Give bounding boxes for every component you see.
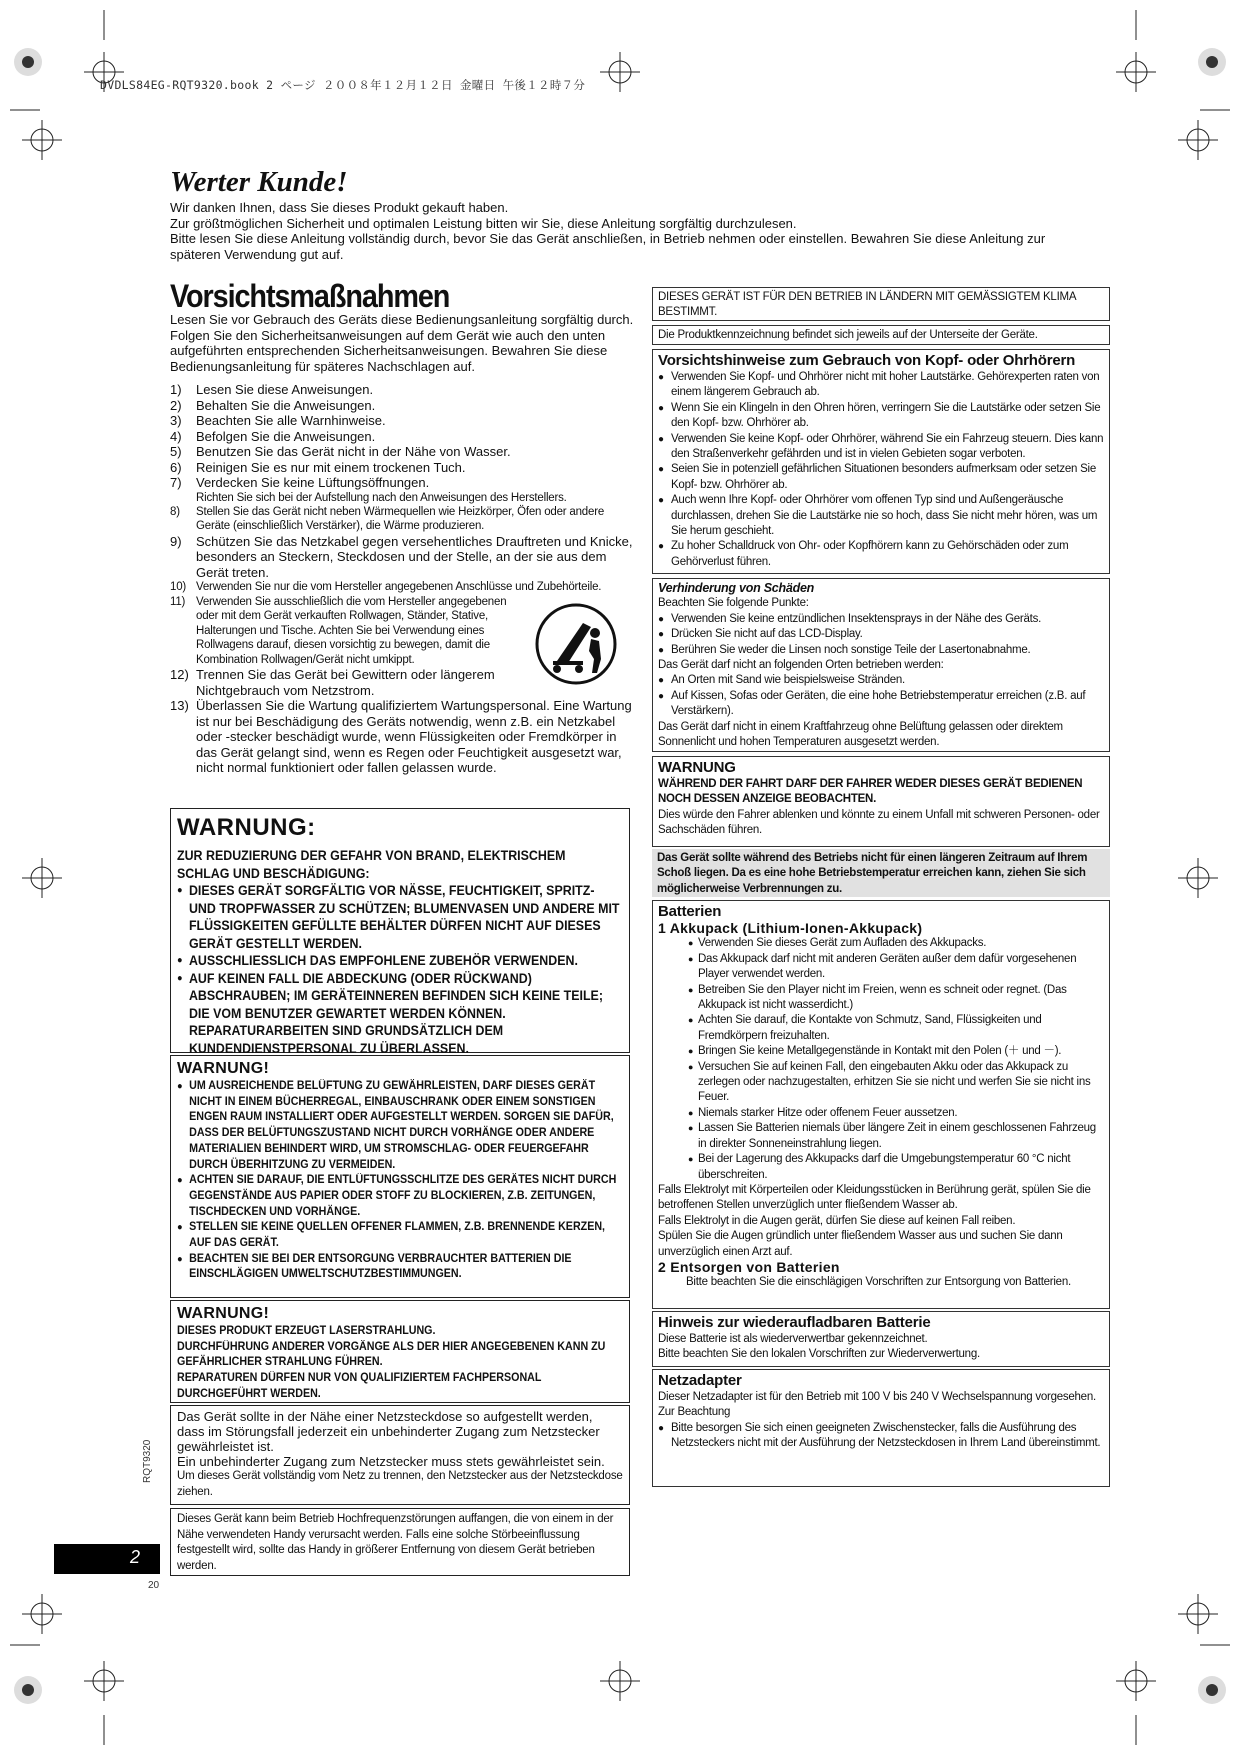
list-item: ● Das Akkupack darf nicht mit anderen Geräten außer dem dafür vorgesehenen Player verwendet werden.	[658, 952, 1104, 983]
list-item: ● Seien Sie in potenziell gefährlichen Situationen besonders aufmerksam oder setzen Sie Kopf- bzw. Ohrhörer ab.	[658, 462, 1104, 493]
list-item: ● An Orten mit Sand wie beispielsweise Stränden.	[658, 673, 1104, 688]
warning-box-fire-shock	[170, 808, 630, 1056]
section-text: Das Gerät darf nicht an folgenden Orten betrieben werden:	[658, 659, 944, 672]
warning-line: DIESES PRODUKT ERZEUGT LASERSTRAHLUNG.	[177, 1325, 436, 1337]
headphone-caution-box	[652, 349, 1110, 574]
list-item: ● Bringen Sie keine Metallgegenstände in Kontakt mit den Polen (＋ und －).	[658, 1044, 1104, 1059]
list-item: 5) Benutzen Sie das Gerät nicht in der Nähe von Wasser.	[170, 444, 511, 459]
list-item: 13) Überlassen Sie die Wartung qualifiziertem Wartungspersonal. Eine Wartung ist nur bei Beschädigung des Geräts notwendig, wenn z.B. ein Netzkabel oder -stecker beschädigt wurde, wenn Flüssigkeiten oder Fremdkörper in das Gerät gelangt sind, wenn es Regen oder Feuchtigkeit ausgesetzt war, nicht normal funktioniert oder fallen gelassen wurde.	[170, 698, 632, 775]
warning-item: ● STELLEN SIE KEINE QUELLEN OFFENER FLAMMEN, Z.B. BRENNENDE KERZEN, AUF DAS GERÄT.	[177, 1220, 621, 1251]
list-item: 3) Beachten Sie alle Warnhinweise.	[170, 413, 386, 428]
section-intro: Beachten Sie folgende Punkte:	[658, 597, 809, 610]
list-item: ● Verwenden Sie dieses Gerät zum Aufladen des Akkupacks.	[658, 936, 1104, 951]
page-number: 2	[54, 1544, 160, 1574]
warning-title: WARNUNG!	[177, 1305, 270, 1322]
registration-mark-left-mid	[22, 858, 62, 898]
warning-item: ● BEACHTEN SIE BEI DER ENTSORGUNG VERBRAUCHTER BATTERIEN DIE EINSCHLÄGIGEN UMWELTSCHUTZBESTIMMUNGEN.	[177, 1252, 621, 1283]
warning-item: ● UM AUSREICHENDE BELÜFTUNG ZU GEWÄHRLEISTEN, DARF DIESES GERÄT NICHT IN EINEM BÜCHERREGAL, EINBAUSCHRANK ODER EINEM SONSTIGEN ENGEN RAUM INSTALLIERT ODER AUFGESTELLT WERDEN. SORGEN SIE DAFÜR, DASS DER BELÜFTUNGSZUSTAND NICHT DURCH VORHÄNGE ODER ANDERE MATERIALIEN BEHINDERT WIRD, UM STROMSCHLAG- ODER FEUERGEFAHR DURCH ÜBERHITZUNG ZU VERMEIDEN.	[177, 1079, 621, 1173]
sheet-number: 20	[148, 1580, 160, 1591]
list-item: ● Achten Sie darauf, die Kontakte von Schmutz, Sand, Flüssigkeiten und Fremdkörpern freizuhalten.	[658, 1013, 1104, 1044]
list-item: 7) Verdecken Sie keine Lüftungsöffnungen. Richten Sie sich bei der Aufstellung nach den Anweisungen des Herstellers.	[170, 475, 567, 504]
list-item: 9) Schützen Sie das Netzkabel gegen versehentliches Drauftreten und Knicke, besonders an Steckern, Steckdosen und der Stelle, an der sie aus dem Gerät treten.	[170, 533, 633, 580]
list-item: ● Betreiben Sie den Player nicht im Freien, wenn es schneit oder regnet. (Das Akkupack ist nicht wasserdicht.)	[658, 983, 1104, 1014]
section-title: Vorsichtshinweise zum Gebrauch von Kopf- oder Ohrhörern	[658, 352, 1076, 369]
registration-mark-left-top	[22, 120, 62, 160]
warning-intro: ZUR REDUZIERUNG DER GEFAHR VON BRAND, ELEKTRISCHEM SCHLAG UND BESCHÄDIGUNG:	[177, 848, 566, 881]
list-item: ● Bei der Lagerung des Akkupacks darf die Umgebungstemperatur 60 °C nicht überschreiten.	[658, 1152, 1104, 1183]
registration-mark-bottom-left	[84, 1661, 124, 1701]
section-text: Spülen Sie die Augen gründlich unter fließendem Wasser aus und suchen Sie dann unverzüglich einen Arzt auf.	[658, 1230, 1063, 1258]
driving-warning-box	[652, 756, 1110, 847]
mains-plug-notice	[170, 1405, 630, 1505]
section-text: Dieser Netzadapter ist für den Betrieb mit 100 V bis 240 V Wechselspannung vorgesehen.	[658, 1391, 1096, 1403]
registration-mark-right-mid	[1178, 858, 1218, 898]
list-item: ● Verwenden Sie keine Kopf- oder Ohrhörer, während Sie ein Fahrzeug steuern. Dies kann den Straßenverkehr gefährden und ist in vielen Gebieten sogar verboten.	[658, 432, 1104, 463]
list-item: ● Berühren Sie weder die Linsen noch sonstige Teile der Lasertonabnahme.	[658, 643, 1104, 658]
list-item: 8) Stellen Sie das Gerät nicht neben Wärmequellen wie Heizkörper, Öfen oder andere Geräte (einschließlich Verstärker), die Wärme produzieren.	[170, 505, 605, 532]
list-item: ● Niemals starker Hitze oder offenem Feuer aussetzen.	[658, 1106, 1104, 1121]
registration-mark-bottom-right	[1116, 1661, 1156, 1701]
list-item: ● Auch wenn Ihre Kopf- oder Ohrhörer vom offenen Typ sind und Außengeräusche durchlassen, drehen Sie die Lautstärke nie so hoch, dass Sie nicht mehr hören, was um Sie herum geschieht.	[658, 493, 1104, 539]
list-item: ● Verwenden Sie Kopf- und Ohrhörer nicht mit hoher Lautstärke. Gehörexperten raten von einem längerem Gebrauch ab.	[658, 370, 1104, 401]
warning-item: ● AUSSCHLIESSLICH DAS EMPFOHLENE ZUBEHÖR VERWENDEN.	[177, 952, 620, 970]
book-file-header: DVDLS84EG-RQT9320.book 2 ページ ２００８年１２月１２日 金曜日 午後１２時７分	[100, 78, 586, 92]
notice-text: Ein unbehinderter Zugang zum Netzstecker muss stets gewährleistet sein.	[177, 1454, 605, 1469]
warning-line: DURCHFÜHRUNG ANDERER VORGÄNGE ALS DER HIER ANGEGEBENEN KANN ZU GEFÄHRLICHER STRAHLUNG FÜHREN.	[177, 1340, 606, 1369]
damage-prevention-box	[652, 578, 1110, 752]
list-item: ● Zu hoher Schalldruck von Ohr- oder Kopfhörern kann zu Gehörschäden oder zum Gehörverlust führen.	[658, 539, 1104, 570]
registration-mark-right-top	[1178, 120, 1218, 160]
list-item: ● Auf Kissen, Sofas oder Geräten, die eine hohe Betriebstemperatur erreichen (z.B. auf Verstärkern).	[658, 689, 1104, 720]
greeting-text	[170, 200, 1090, 262]
cart-tip-over-warning-icon	[535, 603, 617, 685]
climate-notice: DIESES GERÄT IST FÜR DEN BETRIEB IN LÄNDERN MIT GEMÄSSIGTEM KLIMA BESTIMMT.	[652, 287, 1110, 321]
subsection-title: 1 Akkupack (Lithium-Ionen-Akkupack)	[658, 920, 923, 936]
section-title: Hinweis zur wiederaufladbaren Batterie	[658, 1314, 931, 1331]
registration-mark-top-right	[1116, 52, 1156, 92]
ac-adapter-box	[652, 1369, 1110, 1487]
warning-title: WARNUNG!	[177, 1060, 270, 1077]
list-item: 11) Verwenden Sie ausschließlich die vom Hersteller angegebenen oder mit dem Gerät verkauften Rollwagen, Ständer, Stative, Halterungen und Tische. Achten Sie bei Verwendung eines Rollwagens darauf, diesen vorsichtig zu bewegen, damit die Kombination Rollwagen/Gerät nicht umkippt.	[170, 595, 507, 666]
list-item: 6) Reinigen Sie es nur mit einem trockenen Tuch.	[170, 459, 466, 475]
registration-mark-left-bottom	[22, 1594, 62, 1634]
section-title: Netzadapter	[658, 1372, 742, 1389]
list-item: 2) Behalten Sie die Anweisungen.	[170, 397, 376, 413]
list-item: ● Bitte besorgen Sie sich einen geeigneten Zwischenstecker, falls die Ausführung des Netzsteckers nicht mit der Ausführung der Netzsteckdosen in Ihrem Land übereinstimmt.	[658, 1421, 1104, 1452]
section-text: Zur Beachtung	[658, 1406, 731, 1419]
lap-heat-notice: Das Gerät sollte während des Betriebs nicht für einen längeren Zeitraum auf Ihrem Schoß liegen. Da es eine hohe Betriebstemperatur erreichen kann, ziehen Sie sich möglicherweise Verbrennungen zu.	[652, 849, 1110, 897]
subsection-title: 2 Entsorgen von Batterien	[658, 1258, 840, 1275]
list-item: ● Lassen Sie Batterien niemals über längere Zeit in einem geschlossenen Fahrzeug in direkter Sonneneinstrahlung liegen.	[658, 1121, 1104, 1152]
warning-box-ventilation	[170, 1055, 630, 1298]
section-text: Bitte beachten Sie den lokalen Vorschriften zur Wiederverwertung.	[658, 1348, 980, 1361]
registration-mark-bottom-center	[600, 1661, 640, 1701]
greeting-line: Wir danken Ihnen, dass Sie dieses Produkt gekauft haben.	[170, 200, 509, 215]
section-text: Das Gerät darf nicht in einem Kraftfahrzeug ohne Belüftung gelassen oder direktem Sonnenlicht und hohen Temperaturen ausgesetzt werden.	[658, 720, 1063, 749]
section-text: Bitte beachten Sie die einschlägigen Vorschriften zur Entsorgung von Batterien.	[686, 1276, 1071, 1289]
list-item: 4) Befolgen Sie die Anweisungen.	[170, 428, 376, 444]
precautions-title: Vorsichtsmaßnahmen	[170, 278, 450, 314]
section-text: Falls Elektrolyt in die Augen gerät, dürfen Sie diese auf keinen Fall reiben.	[658, 1214, 1016, 1227]
section-title: Batterien	[658, 903, 722, 920]
warning-bold-text: WÄHREND DER FAHRT DARF DER FAHRER WEDER DIESES GERÄT BEDIENEN NOCH DESSEN ANZEIGE BEOBACHTEN.	[658, 778, 1083, 806]
list-item: ● Versuchen Sie auf keinen Fall, den eingebauten Akku oder das Akkupack zu zerlegen oder nachzugestalten, erhitzen Sie sie nicht und werfen Sie sie nicht ins Feuer.	[658, 1060, 1104, 1106]
warning-title: WARNUNG:	[177, 814, 316, 841]
section-text: Falls Elektrolyt mit Körperteilen oder Kleidungsstücken in Berührung gerät, spülen Sie die betroffenen Stellen unverzüglich unter fließendem Wasser ab.	[658, 1183, 1091, 1212]
warning-box-laser	[170, 1300, 630, 1403]
notice-text: Das Gerät sollte in der Nähe einer Netzsteckdose so aufgestellt werden, dass im Störungsfall jederzeit ein unbehinderter Zugang zum Netzstecker gewährleistet ist.	[177, 1409, 600, 1454]
warning-item: ● ACHTEN SIE DARAUF, DIE ENTLÜFTUNGSSCHLITZE DES GERÄTES NICHT DURCH GEGENSTÄNDE AUS PAPIER ODER STOFF ZU BLOCKIEREN, Z.B. ZEITUNGEN, TISCHDECKEN UND VORHÄNGE.	[177, 1173, 621, 1220]
section-title: Verhinderung von Schäden	[658, 581, 815, 595]
list-item: 12) Trennen Sie das Gerät bei Gewittern oder längerem Nichtgebrauch vom Netzstrom.	[170, 667, 495, 698]
greeting-line: Bitte lesen Sie diese Anleitung vollständig durch, bevor Sie das Gerät anschließen, in Betrieb nehmen oder einstellen. Bewahren Sie diese Anleitung zur späteren Verwendung gut auf.	[170, 231, 1046, 262]
model-code: RQT9320	[142, 1439, 153, 1483]
radio-interference-notice: Dieses Gerät kann beim Betrieb Hochfrequenzstörungen auffangen, die von einem in der Nähe verwendeten Handy verursacht werden. Falls eine solche Störbeeinflussung festgestellt wird, sollte das Handy in größerer Entfernung von diesem Gerät betrieben werden.	[170, 1508, 630, 1576]
precautions-lead: Lesen Sie vor Gebrauch des Geräts diese Bedienungsanleitung sorgfältig durch. Folgen Sie den Sicherheitsanweisungen auf dem Gerät wie auch den unten aufgeführten entsprechenden Sicherheitsanweisungen. Bewahren Sie diese Bedienungsanleitung für späteres Nachschlagen auf.	[170, 312, 634, 374]
batteries-box	[652, 900, 1110, 1309]
registration-mark-right-bottom	[1178, 1594, 1218, 1634]
notice-text-small: Um dieses Gerät vollständig vom Netz zu trennen, den Netzstecker aus der Netzsteckdose ziehen.	[177, 1470, 623, 1498]
greeting-line: Zur größtmöglichen Sicherheit und optimalen Leistung bitten wir Sie, diese Anleitung sorgfältig durchzulesen.	[170, 215, 797, 231]
warning-item: ● AUF KEINEN FALL DIE ABDECKUNG (ODER RÜCKWAND) ABSCHRAUBEN; IM GERÄTEINNEREN BEFINDEN SICH KEINE TEILE; DIE VOM BENUTZER GEWARTET WERDEN KÖNNEN. REPARATURARBEITEN SIND GRUNDSÄTZLICH DEM KUNDENDIENSTPERSONAL ZU ÜBERLASSEN.	[177, 970, 620, 1058]
greeting-title: Werter Kunde!	[170, 166, 348, 198]
list-item: ● Drücken Sie nicht auf das LCD-Display.	[658, 627, 1104, 642]
product-identification-notice: Die Produktkennzeichnung befindet sich jeweils auf der Unterseite der Geräte.	[652, 325, 1110, 345]
safety-instructions-list	[170, 382, 635, 776]
warning-line: REPARATUREN DÜRFEN NUR VON QUALIFIZIERTEM FACHPERSONAL DURCHGEFÜHRT WERDEN.	[177, 1372, 542, 1400]
section-text: Diese Batterie ist als wiederverwertbar gekennzeichnet.	[658, 1333, 928, 1345]
warning-title: WARNUNG	[658, 759, 736, 776]
list-item: ● Wenn Sie ein Klingeln in den Ohren hören, verringern Sie die Lautstärke oder setzen Sie den Kopf- bzw. Ohrhörer ab.	[658, 401, 1104, 432]
list-item: ● Verwenden Sie keine entzündlichen Insektensprays in der Nähe des Geräts.	[658, 612, 1104, 627]
registration-mark-top-center	[600, 52, 640, 92]
warning-text: Dies würde den Fahrer ablenken und könnte zu einem Unfall mit schweren Personen- oder Sachschäden führen.	[658, 808, 1100, 837]
list-item: 1) Lesen Sie diese Anweisungen.	[170, 382, 374, 397]
rechargeable-battery-notice	[652, 1311, 1110, 1367]
warning-item: ● DIESES GERÄT SORGFÄLTIG VOR NÄSSE, FEUCHTIGKEIT, SPRITZ- UND TROPFWASSER ZU SCHÜTZEN; BLUMENVASEN UND ANDERE MIT FLÜSSIGKEITEN GEFÜLLTE BEHÄLTER DÜRFEN NICHT AUF DIESES GERÄT GESTELLT WERDEN.	[177, 882, 620, 952]
list-item: 10) Verwenden Sie nur die vom Hersteller angegebenen Anschlüsse und Zubehörteile.	[170, 581, 602, 593]
